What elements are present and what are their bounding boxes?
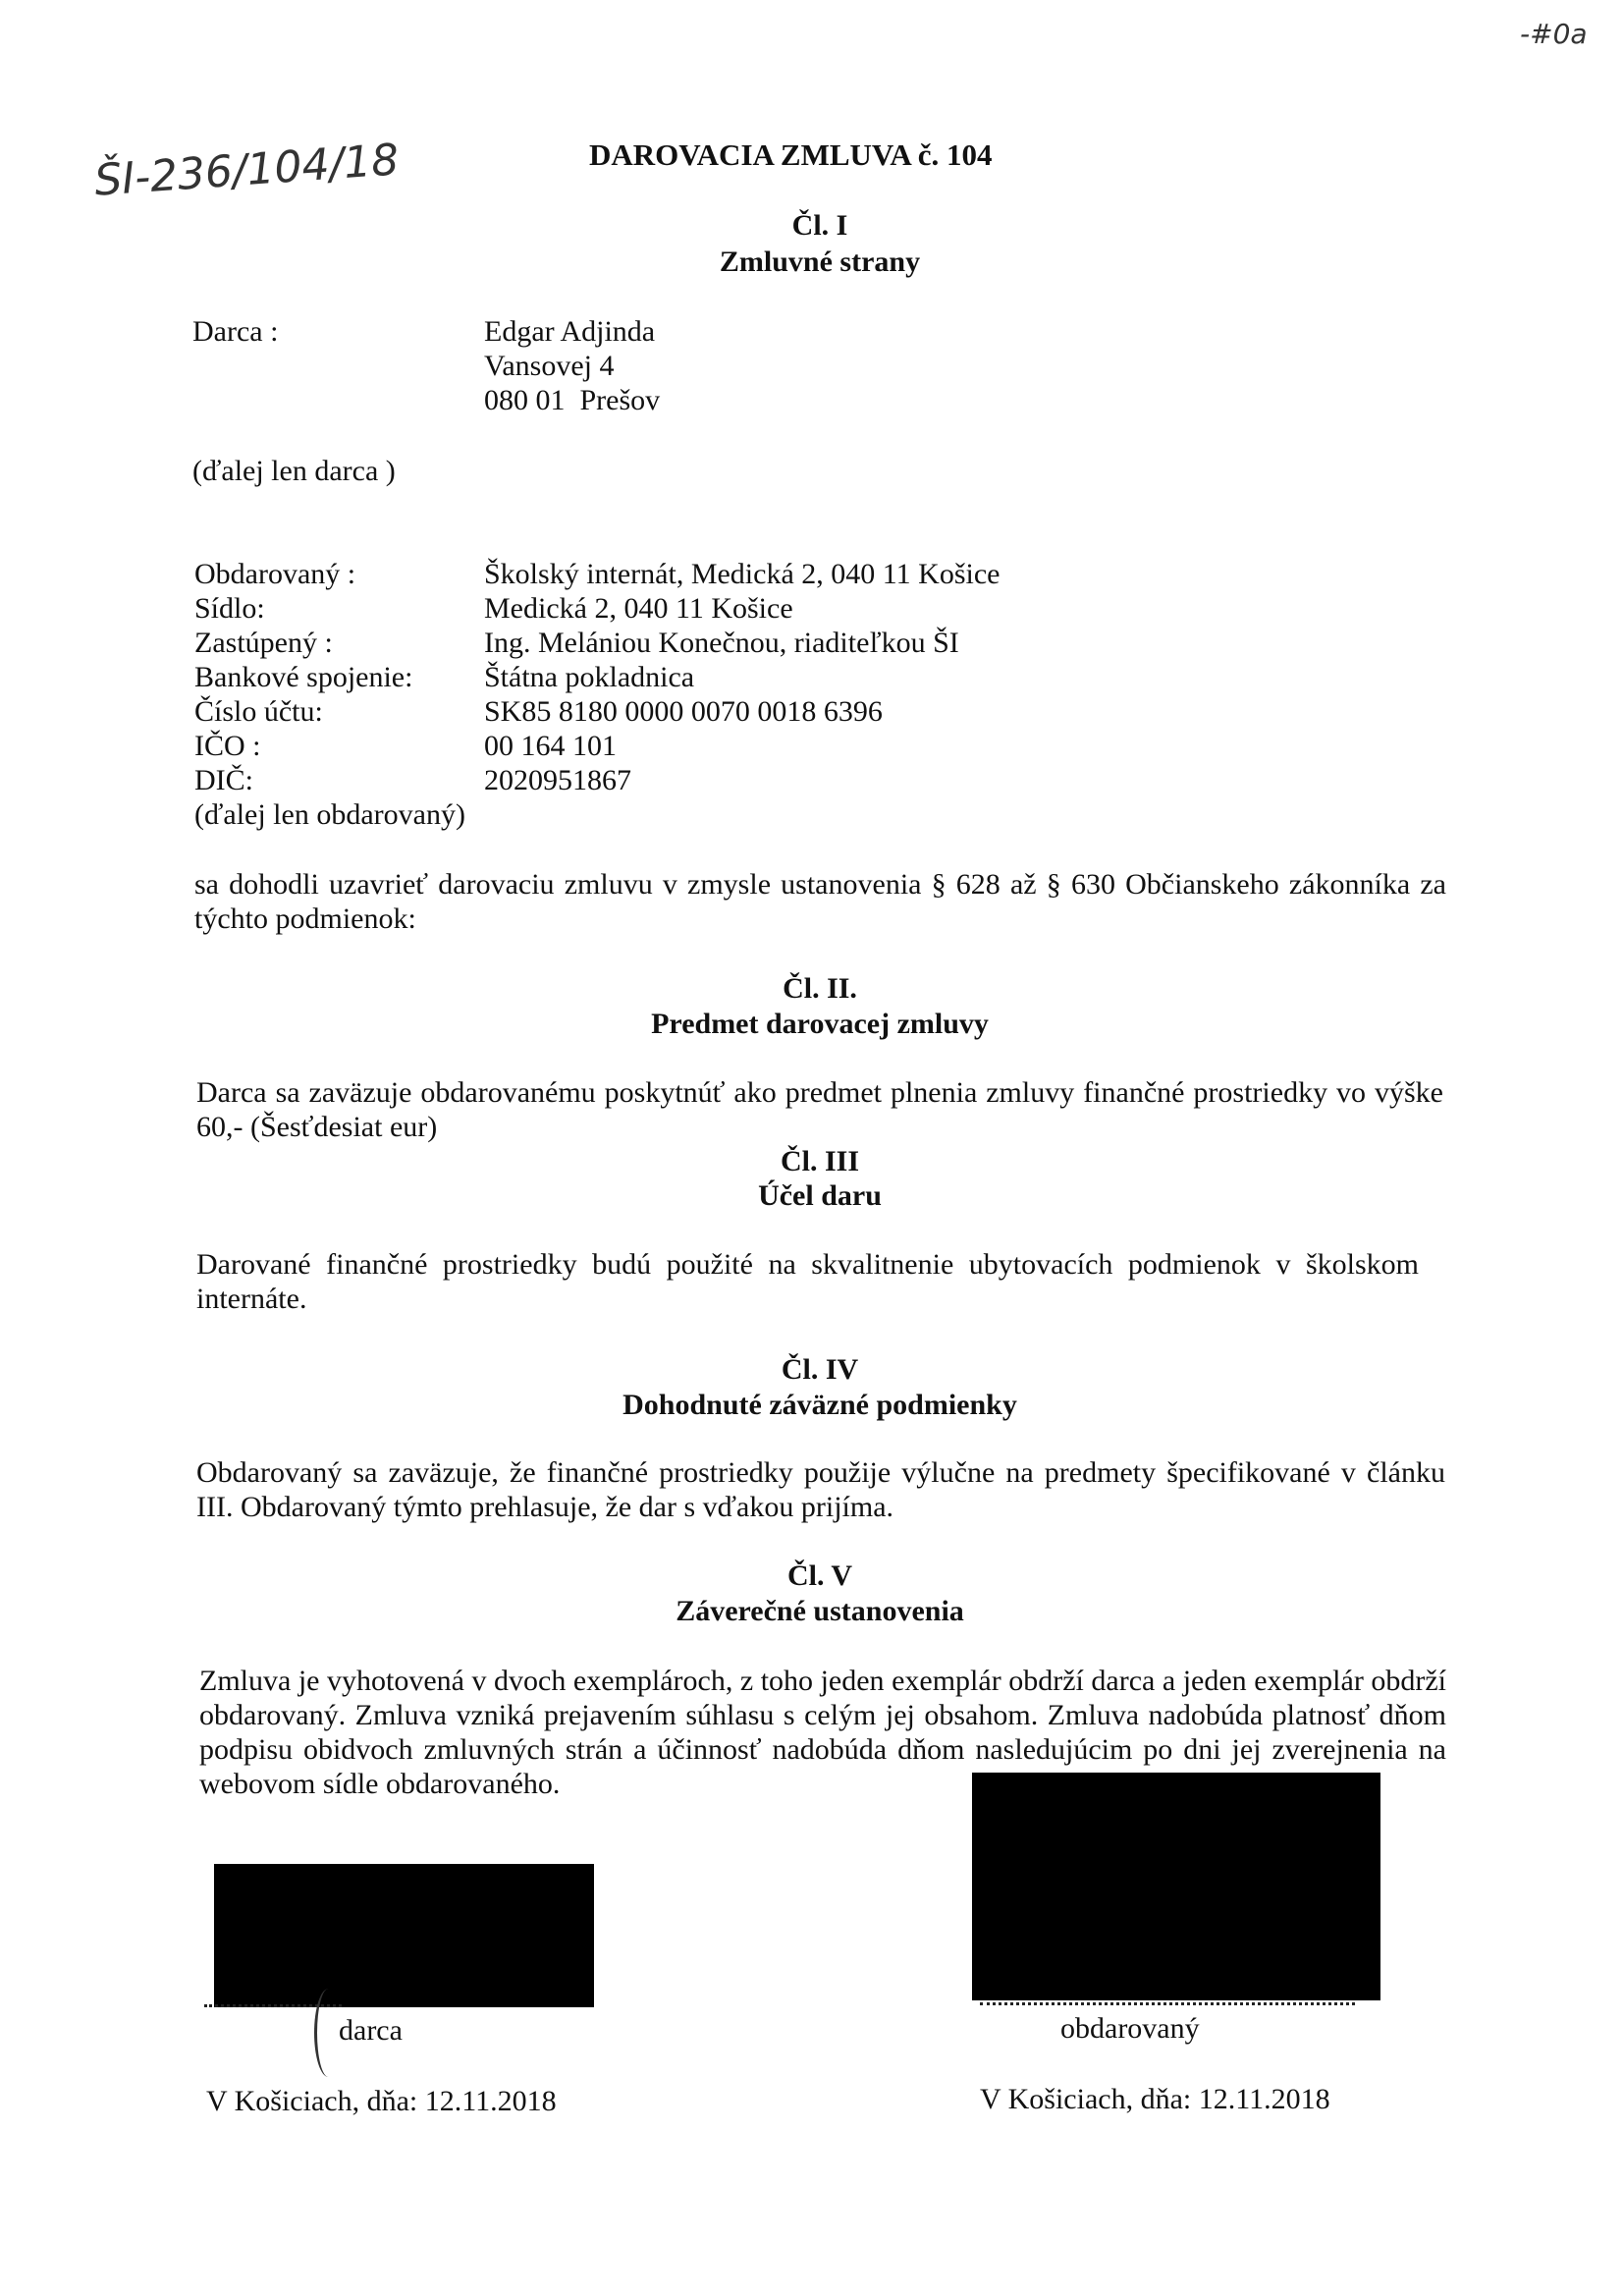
redaction-block-left (214, 1864, 594, 2007)
article-3-number: Čl. III (780, 1145, 860, 1177)
recipient-field-value: Medická 2, 040 11 Košice (484, 592, 793, 625)
recipient-field-value: SK85 8180 0000 0070 0018 6396 (484, 695, 883, 728)
article-2-title: Predmet darovacej zmluvy (651, 1008, 989, 1040)
donor-label: Darca : (192, 315, 279, 348)
signature-label-darca: darca (339, 2014, 403, 2047)
recipient-field-label: Sídlo: (194, 592, 265, 625)
article-5-text: Zmluva je vyhotovená v dvoch exemplároch, z toho jeden exemplár obdrží darca a jeden exemplár obdrží obdarovaný. Zmluva vzniká prejavením súhlasu s celým jej obsahom. Zmluva nadobúda platnosť dňom podpisu obidvoch zmluvných strán a účinnosť nadobúda dňom nasledujúcim po dni jej zverejnenia na webovom sídle obdarovaného. (199, 1665, 1446, 1800)
article-4-text: Obdarovaný sa zaväzuje, že finančné prostriedky použije výlučne na predmety špecifikované v článku III. Obdarovaný týmto prehlasuje, že dar s vďakou prijíma. (196, 1456, 1445, 1523)
donor-name: Edgar Adjinda (484, 315, 656, 348)
recipient-field-label: Číslo účtu: (194, 695, 323, 728)
article-2-text: Darca sa zaväzuje obdarovanému poskytnúť ako predmet plnenia zmluvy finančné prostriedky vo výške 60,- (Šesťdesiat eur) (196, 1076, 1443, 1143)
recipient-field-value: Štátna pokladnica (484, 661, 695, 693)
recipient-field-value: 2020951867 (484, 764, 631, 796)
recipient-field-label: Zastúpený : (194, 627, 333, 659)
handwritten-reference-number: ŠI-236/104/18 (92, 135, 401, 206)
signature-date-right: V Košiciach, dňa: 12.11.2018 (980, 2083, 1330, 2115)
redaction-block-right (972, 1773, 1380, 2000)
donor-city: 080 01 Prešov (484, 384, 661, 416)
recipient-hereinafter: (ďalej len obdarovaný) (194, 798, 465, 831)
signature-date-left: V Košiciach, dňa: 12.11.2018 (206, 2085, 557, 2117)
article-1-title: Zmluvné strany (719, 246, 921, 278)
handwritten-corner-mark: -#0a (1520, 18, 1588, 50)
article-4-title: Dohodnuté záväzné podmienky (622, 1389, 1017, 1421)
recipient-field-value: Školský internát, Medická 2, 040 11 Košice (484, 558, 1001, 590)
article-3-title: Účel daru (758, 1179, 882, 1212)
recipient-field-value: Ing. Melániou Konečnou, riaditeľkou ŠI (484, 627, 959, 659)
article-5-number: Čl. V (786, 1559, 853, 1592)
article-3-text: Darované finančné prostriedky budú použité na skvalitnenie ubytovacích podmienok v školskom internáte. (196, 1248, 1419, 1315)
agreement-text: sa dohodli uzavrieť darovaciu zmluvu v zmysle ustanovenia § 628 až § 630 Občianskeho zákonníka za týchto podmienok: (194, 868, 1446, 935)
article-1-number: Čl. I (791, 209, 848, 242)
article-2-number: Čl. II. (783, 972, 857, 1005)
article-5-title: Záverečné ustanovenia (676, 1595, 964, 1627)
recipient-field-label: IČO : (194, 730, 261, 762)
donor-street: Vansovej 4 (484, 350, 615, 382)
signature-label-obdarovany: obdarovaný (1060, 2012, 1200, 2045)
article-4-number: Čl. IV (781, 1353, 859, 1386)
donor-hereinafter: (ďalej len darca ) (192, 455, 396, 487)
document-title: DAROVACIA ZMLUVA č. 104 (589, 137, 993, 172)
recipient-field-label: Obdarovaný : (194, 558, 356, 590)
recipient-field-value: 00 164 101 (484, 730, 617, 762)
signature-line-right (980, 2002, 1355, 2005)
recipient-field-label: DIČ: (194, 764, 253, 796)
recipient-field-label: Bankové spojenie: (194, 661, 413, 693)
